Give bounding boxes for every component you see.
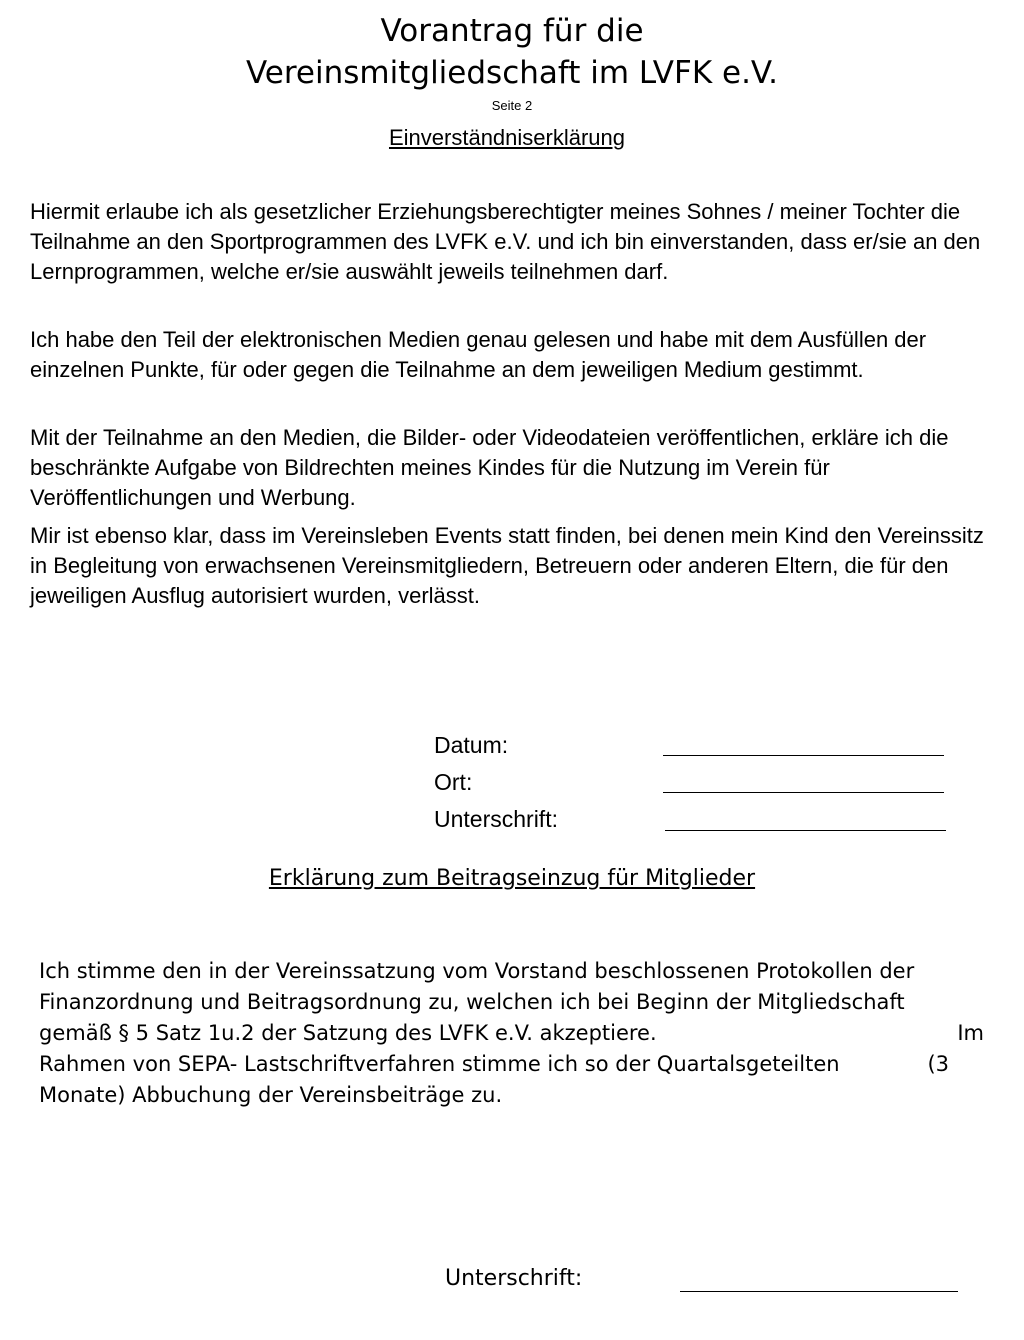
fee-text-line-3-right: Im bbox=[957, 1021, 984, 1045]
fee-text-line-1: Ich stimme den in der Vereinssatzung vom Vorstand beschlossenen Protokollen der bbox=[39, 959, 915, 983]
final-signature-label: Unterschrift: bbox=[445, 1266, 583, 1291]
fee-text-line-3-left: gemäß § 5 Satz 1u.2 der Satzung des LVFK e.V. akzeptiere. bbox=[39, 1021, 657, 1045]
document-title-line1: Vorantrag für die bbox=[380, 13, 644, 49]
fee-text-line-4-left: Rahmen von SEPA- Lastschriftverfahren stimme ich so der Quartalsgeteilten bbox=[39, 1052, 840, 1076]
fee-text-line-4-right: (3 bbox=[927, 1052, 949, 1076]
consent-heading: Einverständniserklärung bbox=[388, 125, 626, 150]
consent-paragraph-2: Ich habe den Teil der elektronischen Medien genau gelesen und habe mit dem Ausfüllen der einzelnen Punkte, für oder gegen die Teilnahme an dem jeweiligen Medium gestimmt. bbox=[30, 327, 927, 382]
date-label: Datum: bbox=[434, 732, 509, 758]
place-field-line[interactable] bbox=[663, 792, 944, 793]
fee-text-line-5: Monate) Abbuchung der Vereinsbeiträge zu. bbox=[39, 1083, 503, 1107]
fee-collection-paragraph bbox=[39, 956, 984, 1111]
fee-text-line-3 bbox=[39, 1018, 984, 1049]
consent-paragraph-1: Hiermit erlaube ich als gesetzlicher Erziehungsberechtigter meines Sohnes / meiner Tochter die Teilnahme an den Sportprogrammen des LVFK e.V. und ich bin einverstanden, dass er/sie an den Lernprogrammen, welche er/sie auswählt jeweils teilnehmen darf. bbox=[30, 199, 981, 284]
consent-paragraph-3: Mit der Teilnahme an den Medien, die Bilder- oder Videodateien veröffentlichen, erkläre ich die beschränkte Aufgabe von Bildrechten meines Kindes für die Nutzung im Verein für Veröffentlichungen und Werbung. bbox=[30, 425, 949, 510]
fee-text-line-4 bbox=[39, 1049, 949, 1080]
place-label: Ort: bbox=[434, 769, 473, 795]
final-signature-field-line[interactable] bbox=[680, 1291, 958, 1292]
fee-collection-heading: Erklärung zum Beitragseinzug für Mitglieder bbox=[268, 866, 756, 891]
signature-label: Unterschrift: bbox=[434, 806, 558, 832]
date-field-line[interactable] bbox=[663, 755, 944, 756]
signature-field-line[interactable] bbox=[665, 830, 946, 831]
fee-text-line-2: Finanzordnung und Beitragsordnung zu, welchen ich bei Beginn der Mitgliedschaft bbox=[39, 990, 905, 1014]
consent-paragraph-4: Mir ist ebenso klar, dass im Vereinsleben Events statt finden, bei denen mein Kind den Vereinssitz in Begleitung von erwachsenen Vereinsmitgliedern, Betreuern oder anderen Eltern, die für den jeweiligen Ausflug autorisiert wurden, verlässt. bbox=[30, 523, 984, 608]
page-number: Seite 2 bbox=[491, 98, 533, 113]
document-title-line2: Vereinsmitgliedschaft im LVFK e.V. bbox=[246, 55, 778, 91]
